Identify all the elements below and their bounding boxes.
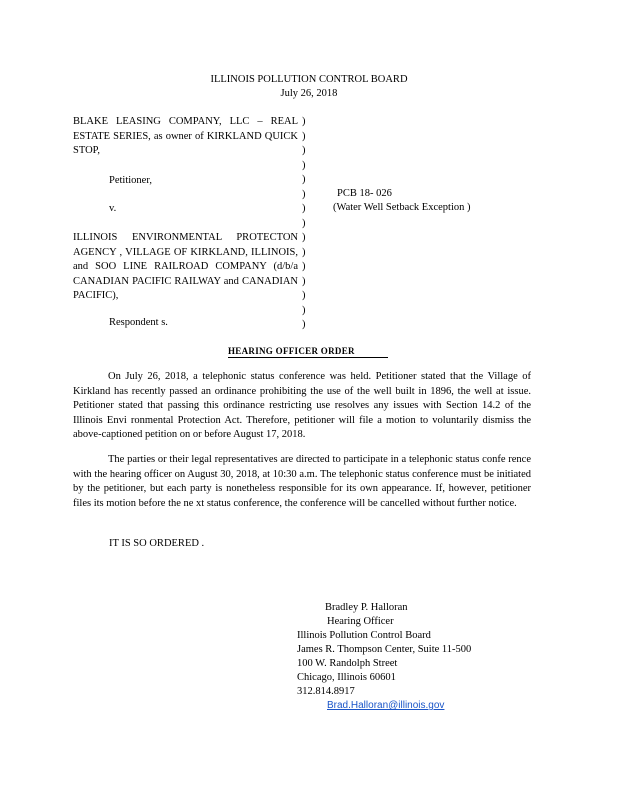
caption-divider: ) ) ) ) ) ) ) ) ) ) ) ) ) ) ) (302, 116, 306, 330)
board-name: ILLINOIS POLLUTION CONTROL BOARD (210, 74, 408, 85)
signer-org: Illinois Pollution Control Board (297, 630, 431, 641)
signer-building: James R. Thompson Center, Suite 11-500 (297, 644, 472, 655)
signer-role: Hearing Officer (327, 616, 394, 627)
case-type: (Water Well Setback Exception ) (333, 202, 471, 213)
signer-street: 100 W. Randolph Street (297, 658, 398, 669)
order-date: July 26, 2018 (280, 88, 338, 99)
respondent-names: ILLINOIS ENVIRONMENTAL PROTECTON AGENCY , VILLAGE OF KIRKLAND, ILLINOIS, and SOO LINE RAILROAD COMPANY (d/b/a CANADIAN PACIFIC RAILWAY and CANADIAN PACIFIC), (73, 232, 298, 301)
so-ordered: IT IS SO ORDERED . (109, 538, 205, 549)
signer-name: Bradley P. Halloran (325, 602, 408, 613)
versus: v. (109, 203, 117, 214)
signer-email-link[interactable]: Brad.Halloran@illinois.gov (327, 700, 445, 711)
case-number: PCB 18- 026 (337, 188, 392, 199)
paragraph-2: The parties or their legal representatives are directed to participate in a telephonic status confe rence with the hearing officer on August 30, 2018, at 10:30 a.m. The telephonic status conference must be initiated by the petitioner, but each party is nonetheless responsible for its own appearance. If, however, petitioner files its motion before the ne xt status conference, the conference will be cancelled without further notice. (73, 454, 531, 509)
paragraph-1: On July 26, 2018, a telephonic status conference was held. Petitioner stated that the Village of Kirkland has recently passed an ordinance prohibiting the use of the well built in 1896, the well at issue. Petitioner stated that passing this ordinance restricting use resolves any issues with Section 14.2 of the Illinois Envi ronmental Protection Act. Therefore, petitioner will file a motion to voluntarily dismiss the above-captioned petition on or before August 17, 2018. (73, 371, 531, 440)
signer-phone: 312.814.8917 (297, 686, 355, 697)
respondent-label: Respondent s. (109, 317, 168, 328)
petitioner-name: BLAKE LEASING COMPANY, LLC – REAL ESTATE SERIES, as owner of KIRKLAND QUICK STOP, (73, 116, 298, 156)
petitioner-label: Petitioner, (109, 175, 153, 186)
signer-city: Chicago, Illinois 60601 (297, 672, 396, 683)
document-title: HEARING OFFICER ORDER (228, 346, 388, 358)
